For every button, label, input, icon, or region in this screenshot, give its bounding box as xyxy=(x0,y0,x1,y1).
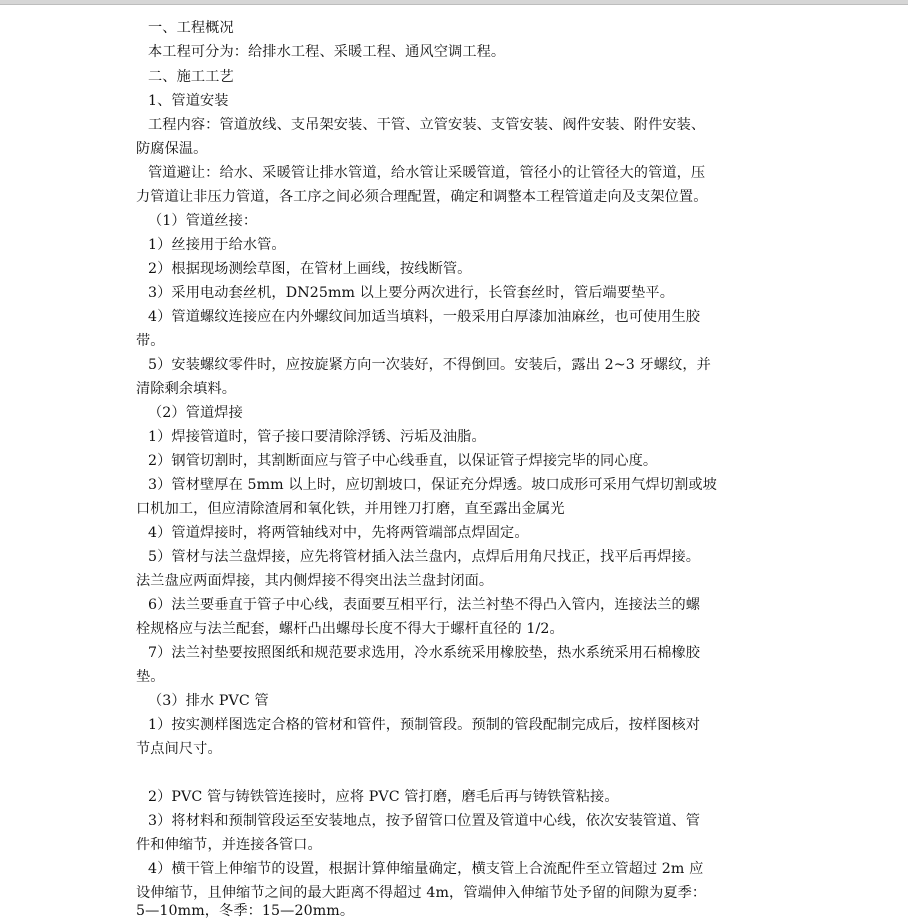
paragraph-line: 设伸缩节，且伸缩节之间的最大距离不得超过 4m，管端伸入伸缩节处予留的间隙为夏季： xyxy=(136,885,707,901)
paragraph-line: 4）管道螺纹连接应在内外螺纹间加适当填料，一般采用白厚漆加油麻丝，也可使用生胶 xyxy=(148,309,701,325)
paragraph-line: 2）PVC 管与铸铁管连接时，应将 PVC 管打磨，磨毛后再与铸铁管粘接。 xyxy=(148,789,619,805)
paragraph-line: 5）安装螺纹零件时，应按旋紧方向一次装好，不得倒回。安装后，露出 2~3 牙螺纹，并 xyxy=(148,357,711,373)
paragraph-line: 件和伸缩节，并连接各管口。 xyxy=(136,837,322,853)
paragraph-line: 3）管材壁厚在 5mm 以上时，应切割坡口，保证充分焊透。坡口成形可采用气焊切割或坡 xyxy=(148,477,717,493)
subheading-pvc-drainage: （3）排水 PVC 管 xyxy=(148,693,269,709)
paragraph-line: 1）按实测样图选定合格的管材和管件，预制管段。预制的管段配制完成后，按样图核对 xyxy=(148,717,701,733)
paragraph-line: 栓规格应与法兰配套，螺杆凸出螺母长度不得大于螺杆直径的 1/2。 xyxy=(136,621,564,637)
paragraph-line: 垫。 xyxy=(136,669,165,685)
paragraph-line: 2）钢管切割时，其割断面应与管子中心线垂直，以保证管子焊接完毕的同心度。 xyxy=(148,453,658,469)
heading-overview: 一、工程概况 xyxy=(148,20,234,36)
paragraph-line: 防腐保温。 xyxy=(136,141,208,157)
subheading-welding: （2）管道焊接 xyxy=(148,405,243,421)
paragraph-line: 1）丝接用于给水管。 xyxy=(148,237,286,253)
paragraph-line: 口机加工，但应清除渣屑和氧化铁，并用锉刀打磨，直至露出金属光 xyxy=(136,501,565,517)
paragraph-line: 法兰盘应两面焊接，其内侧焊接不得突出法兰盘封闭面。 xyxy=(136,573,494,589)
paragraph-line: 4）横干管上伸缩节的设置，根据计算伸缩量确定，横支管上合流配件至立管超过 2m 应 xyxy=(148,861,704,877)
paragraph-line: 力管道让非压力管道，各工序之间必须合理配置，确定和调整本工程管道走向及支架位置。 xyxy=(136,189,708,205)
paragraph-line: 6）法兰要垂直于管子中心线，表面要互相平行，法兰衬垫不得凸入管内，连接法兰的螺 xyxy=(148,597,701,613)
paragraph-line: 带。 xyxy=(136,333,165,349)
paragraph-line: 2）根据现场测绘草图，在管材上画线，按线断管。 xyxy=(148,261,472,277)
paragraph-line: 节点间尺寸。 xyxy=(136,741,222,757)
paragraph-line: 1）焊接管道时，管子接口要清除浮锈、污垢及油脂。 xyxy=(148,429,486,445)
paragraph-line: 7）法兰衬垫要按照图纸和规范要求选用，冷水系统采用橡胶垫，热水系统采用石棉橡胶 xyxy=(148,645,701,661)
paragraph-line: 本工程可分为：给排水工程、采暖工程、通风空调工程。 xyxy=(148,44,506,60)
paragraph-line: 5）管材与法兰盘焊接，应先将管材插入法兰盘内，点焊后用角尺找正，找平后再焊接。 xyxy=(148,549,701,565)
paragraph-line: 管道避让：给水、采暖管让排水管道，给水管让采暖管道，管径小的让管径大的管道，压 xyxy=(148,165,706,181)
paragraph-line: 清除剩余填料。 xyxy=(136,381,237,397)
paragraph-line: 3）将材料和预制管段运至安装地点，按予留管口位置及管道中心线，依次安装管道、管 xyxy=(148,813,701,829)
paragraph-line: 工程内容：管道放线、支吊架安装、干管、立管安装、支管安装、阀件安装、附件安装、 xyxy=(148,117,706,133)
paragraph-line: 4）管道焊接时，将两管轴线对中，先将两管端部点焊固定。 xyxy=(148,525,529,541)
paragraph-line: 3）采用电动套丝机，DN25mm 以上要分两次进行，长管套丝时，管后端要垫平。 xyxy=(148,285,674,301)
paragraph-line: 5—10mm，冬季：15—20mm。 xyxy=(136,903,355,919)
heading-process: 二、施工工艺 xyxy=(148,69,234,85)
subheading-threading: （1）管道丝接： xyxy=(148,213,258,229)
heading-pipe-install: 1、管道安装 xyxy=(148,93,229,109)
